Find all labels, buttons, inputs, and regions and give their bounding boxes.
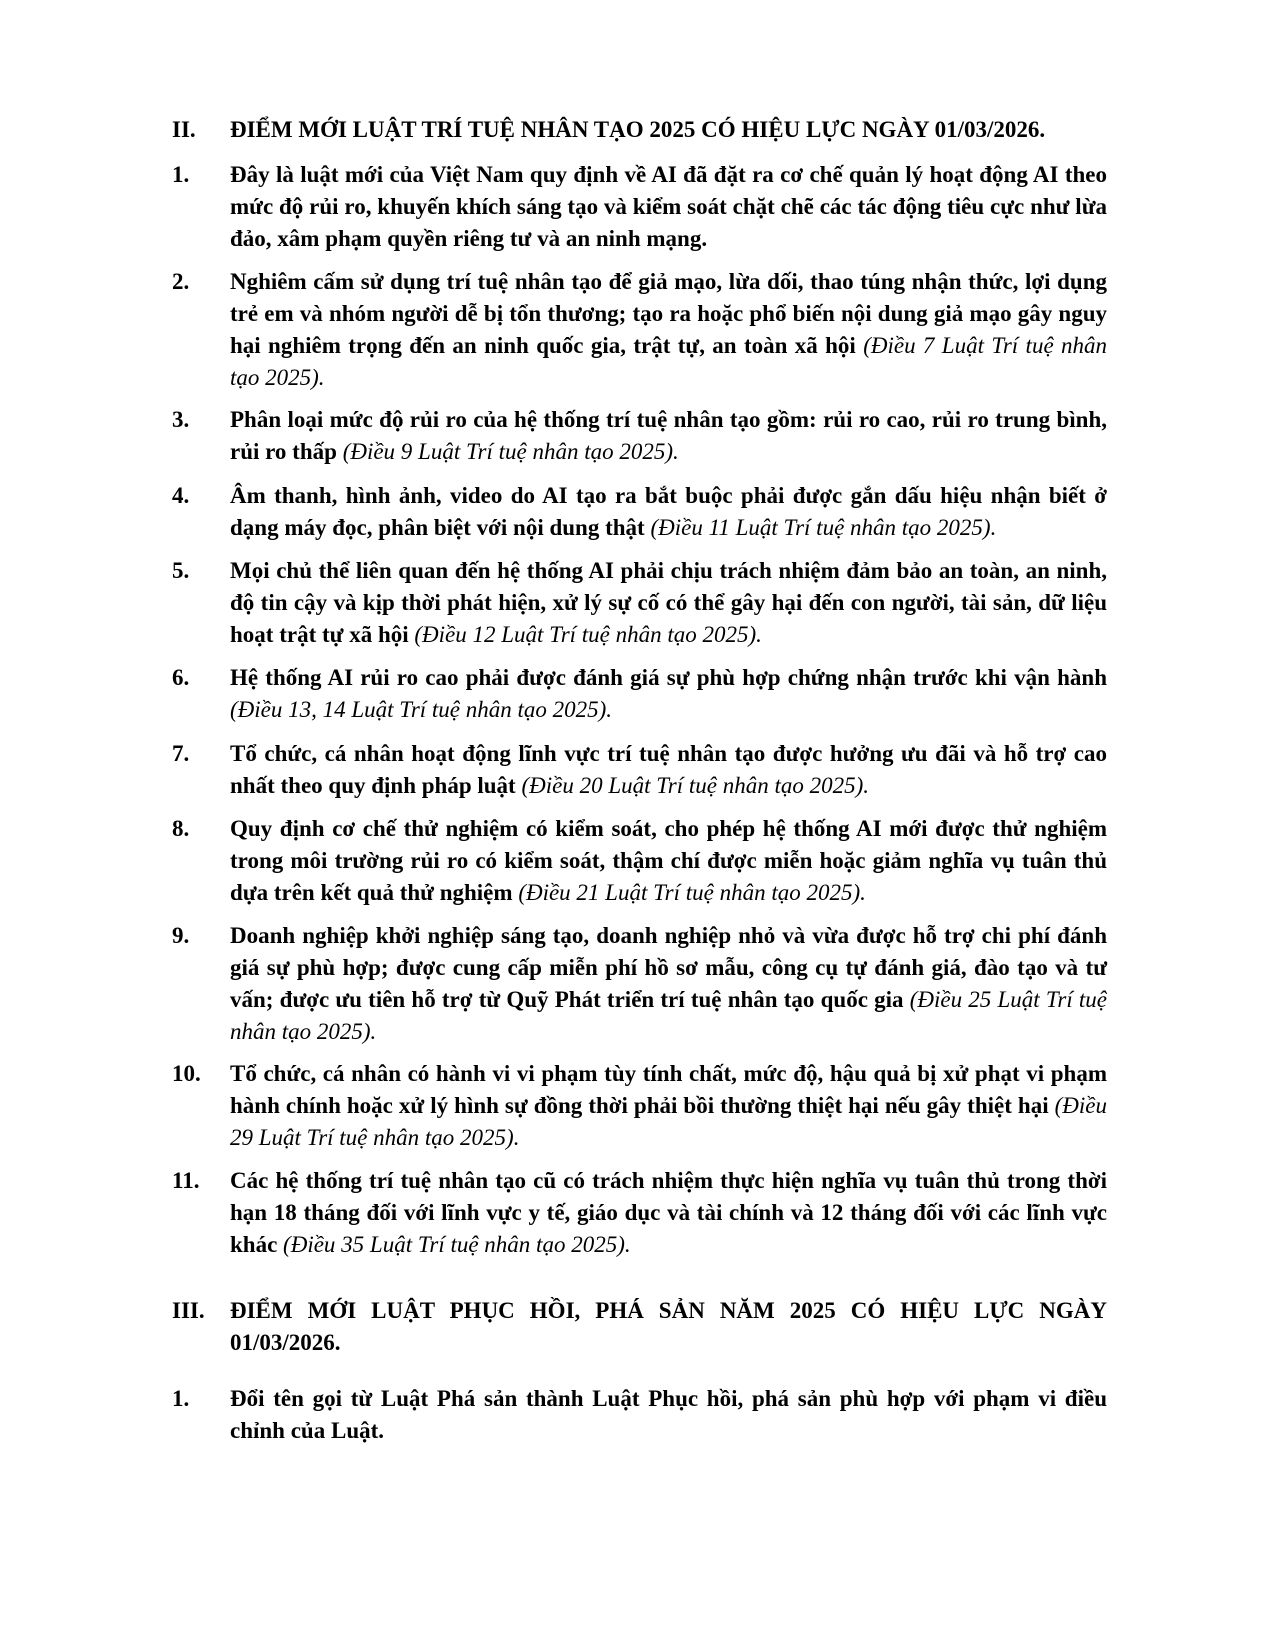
section-title: ĐIỂM MỚI LUẬT TRÍ TUỆ NHÂN TẠO 2025 CÓ HIỆU LỰC NGÀY 01/03/2026.: [230, 117, 1046, 142]
item-text: Tổ chức, cá nhân hoạt động lĩnh vực trí tuệ nhân tạo được hưởng ưu đãi và hỗ trợ cao nhất theo quy định pháp luật: [230, 741, 1107, 798]
item-number: 2.: [172, 269, 190, 294]
item-text-block: [230, 1058, 1107, 1154]
legal-reference: (Điều 20 Luật Trí tuệ nhân tạo 2025).: [521, 773, 870, 798]
item-number: 3.: [172, 407, 190, 432]
item-text: Quy định cơ chế thử nghiệm có kiểm soát, cho phép hệ thống AI mới được thử nghiệm trong môi trường rủi ro có kiểm soát, thậm chí được miễn hoặc giảm nghĩa vụ tuân thủ dựa trên kết quả thử nghiệm: [230, 816, 1107, 905]
item-text-block: [230, 404, 1107, 468]
item-text: Phân loại mức độ rủi ro của hệ thống trí tuệ nhân tạo gồm: rủi ro cao, rủi ro trung bình, rủi ro thấp: [230, 407, 1107, 464]
item-text-block: [230, 920, 1107, 1048]
item-text-block: [230, 555, 1107, 651]
item-number: 9.: [172, 923, 190, 948]
item-text: Doanh nghiệp khởi nghiệp sáng tạo, doanh nghiệp nhỏ và vừa được hỗ trợ chi phí đánh giá sự phù hợp; được cung cấp miễn phí hồ sơ mẫu, công cụ tự đánh giá, đào tạo và tư vấn; được ưu tiên hỗ trợ từ Quỹ Phát triển trí tuệ nhân tạo quốc gia: [230, 923, 1107, 1012]
item-text: Nghiêm cấm sử dụng trí tuệ nhân tạo để giả mạo, lừa dối, thao túng nhận thức, lợi dụng trẻ em và nhóm người dễ bị tổn thương; tạo ra hoặc phổ biến nội dung giả mạo gây nguy hại nghiêm trọng đến an ninh quốc gia, trật tự, an toàn xã hội: [230, 269, 1107, 358]
item-text: Đổi tên gọi từ Luật Phá sản thành Luật Phục hồi, phá sản phù hợp với phạm vi điều chỉnh của Luật.: [230, 1386, 1107, 1443]
item-text-block: [230, 266, 1107, 394]
section-title: ĐIỂM MỚI LUẬT PHỤC HỒI, PHÁ SẢN NĂM 2025 CÓ HIỆU LỰC NGÀY 01/03/2026.: [230, 1298, 1107, 1355]
item-number: 6.: [172, 665, 190, 690]
item-text: Tổ chức, cá nhân có hành vi vi phạm tùy tính chất, mức độ, hậu quả bị xử phạt vi phạm hành chính hoặc xử lý hình sự đồng thời phải bồi thường thiệt hại nếu gây thiệt hại: [230, 1061, 1107, 1118]
item-text: Đây là luật mới của Việt Nam quy định về AI đã đặt ra cơ chế quản lý hoạt động AI theo mức độ rủi ro, khuyến khích sáng tạo và kiểm soát chặt chẽ các tác động tiêu cực như lừa đảo, xâm phạm quyền riêng tư và an ninh mạng.: [230, 162, 1107, 251]
item-text-block: [230, 159, 1107, 255]
item-text: Hệ thống AI rủi ro cao phải được đánh giá sự phù hợp chứng nhận trước khi vận hành: [230, 665, 1107, 690]
item-text: Âm thanh, hình ảnh, video do AI tạo ra bắt buộc phải được gắn dấu hiệu nhận biết ở dạng máy đọc, phân biệt với nội dung thật: [230, 483, 1107, 540]
item-number: 8.: [172, 816, 190, 841]
item-text-block: [230, 662, 1107, 726]
legal-reference: (Điều 13, 14 Luật Trí tuệ nhân tạo 2025).: [230, 697, 613, 722]
legal-reference: (Điều 11 Luật Trí tuệ nhân tạo 2025).: [650, 515, 997, 540]
item-number: 11.: [172, 1168, 200, 1193]
section-number: III.: [172, 1298, 205, 1323]
item-text-block: [230, 813, 1107, 909]
item-text-block: [230, 480, 1107, 544]
item-number: 1.: [172, 1386, 190, 1411]
section-number: II.: [172, 117, 196, 142]
item-text-block: [230, 1165, 1107, 1261]
item-text-block: [230, 1383, 1107, 1447]
item-text: Các hệ thống trí tuệ nhân tạo cũ có trách nhiệm thực hiện nghĩa vụ tuân thủ trong thời hạn 18 tháng đối với lĩnh vực y tế, giáo dục và tài chính và 12 tháng đối với các lĩnh vực khác: [230, 1168, 1107, 1257]
item-number: 1.: [172, 162, 190, 187]
legal-reference: (Điều 9 Luật Trí tuệ nhân tạo 2025).: [342, 439, 679, 464]
item-number: 4.: [172, 483, 190, 508]
legal-reference: (Điều 35 Luật Trí tuệ nhân tạo 2025).: [283, 1232, 631, 1257]
item-number: 7.: [172, 741, 190, 766]
item-number: 10.: [172, 1061, 201, 1086]
item-number: 5.: [172, 558, 190, 583]
item-text-block: [230, 738, 1107, 802]
legal-reference: (Điều 21 Luật Trí tuệ nhân tạo 2025).: [518, 880, 866, 905]
legal-reference: (Điều 7 Luật Trí tuệ nhân tạo 2025).: [230, 333, 1108, 390]
item-text: Mọi chủ thể liên quan đến hệ thống AI phải chịu trách nhiệm đảm bảo an toàn, an ninh, độ tin cậy và kịp thời phát hiện, xử lý sự cố có thể gây hại đến con người, tài sản, dữ liệu hoạt trật tự xã hội: [230, 558, 1107, 647]
legal-reference: (Điều 12 Luật Trí tuệ nhân tạo 2025).: [414, 622, 762, 647]
legal-reference: (Điều 29 Luật Trí tuệ nhân tạo 2025).: [230, 1093, 1107, 1150]
legal-reference: (Điều 25 Luật Trí tuệ nhân tạo 2025).: [230, 987, 1108, 1044]
